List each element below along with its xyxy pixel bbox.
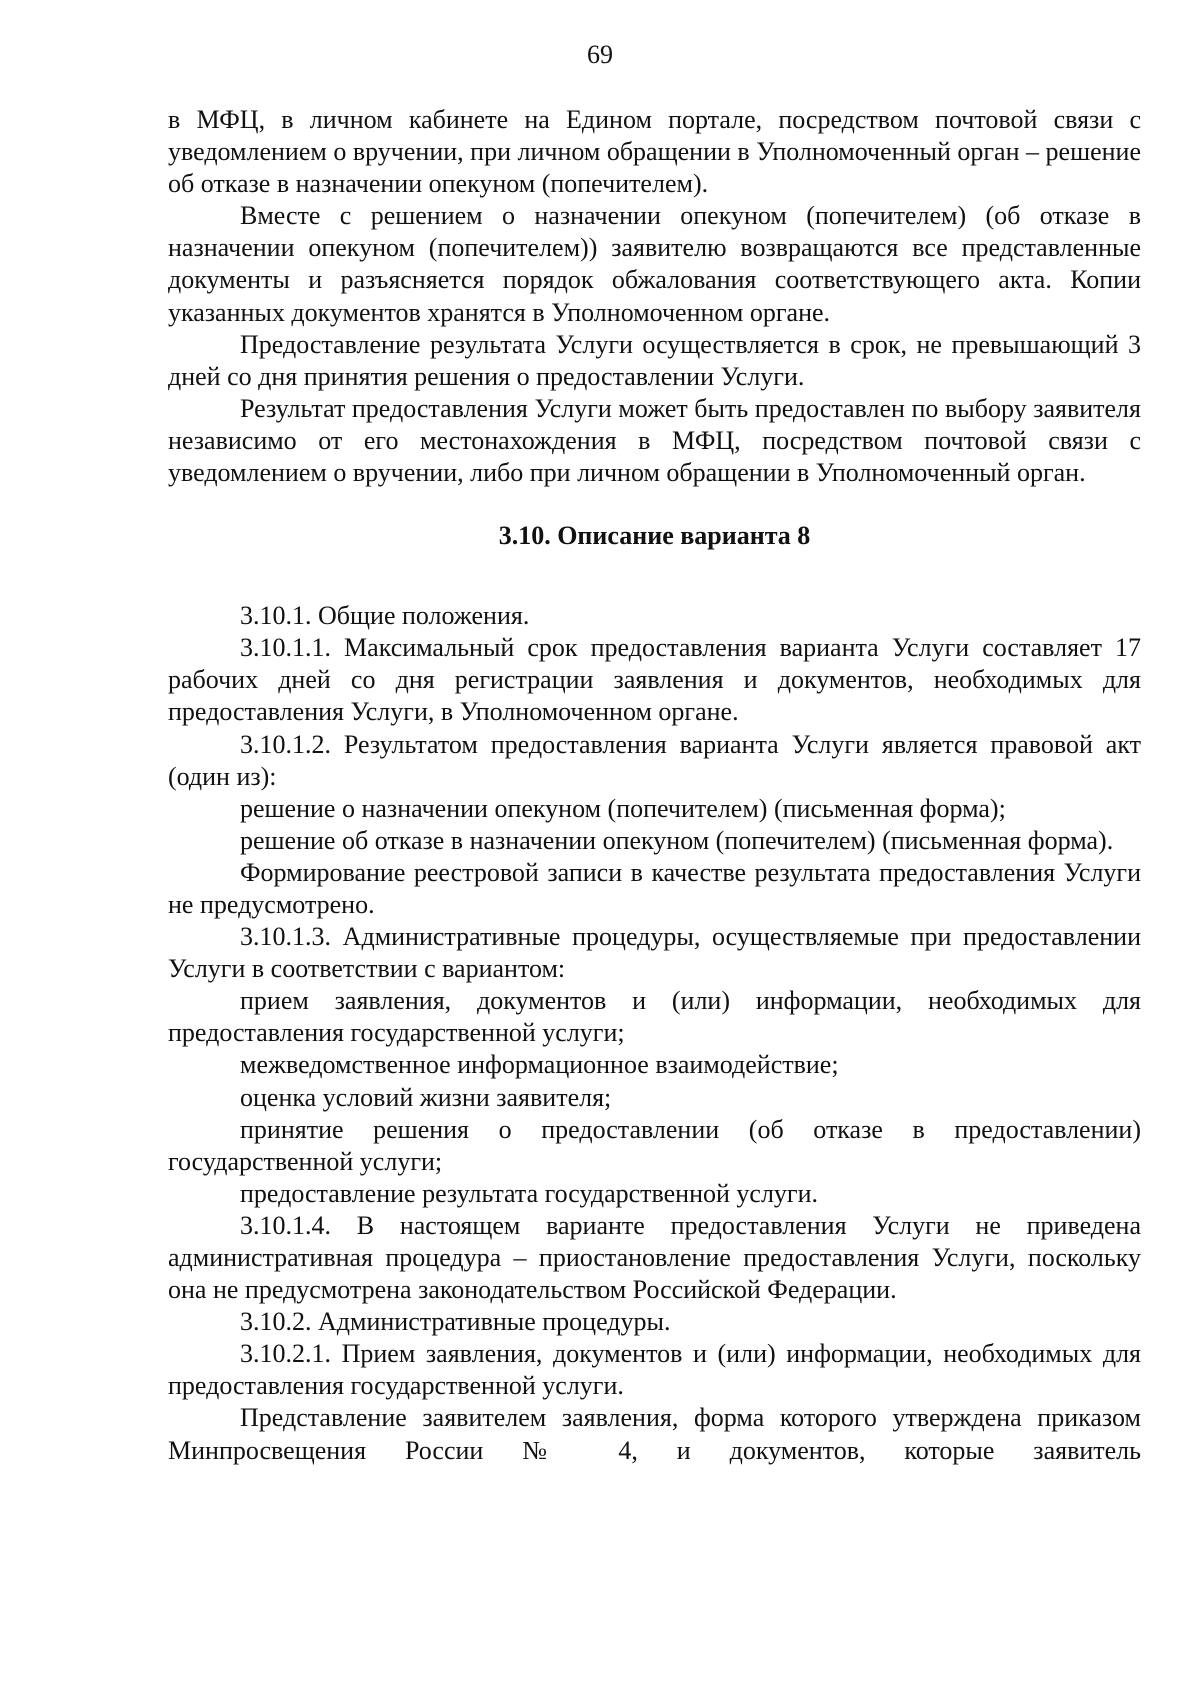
list-item: принятие решения о предоставлении (об отказе в предоставлении) государственной услуги; <box>168 1114 1141 1176</box>
document-body <box>168 104 1141 1467</box>
paragraph: Формирование реестровой записи в качестве результата предоставления Услуги не предусмотрено. <box>168 857 1141 919</box>
paragraph: 3.10.1.3. Административные процедуры, осуществляемые при предоставлении Услуги в соответствии с вариантом: <box>168 922 1141 984</box>
paragraph: 3.10.1.2. Результатом предоставления варианта Услуги является правовой акт (один из): <box>168 729 1141 791</box>
list-item: оценка условий жизни заявителя; <box>240 1082 612 1112</box>
list-item: решение о назначении опекуном (попечителем) (письменная форма); <box>240 793 1006 823</box>
section-heading: 3.10. Описание варианта 8 <box>498 521 811 551</box>
paragraph: Представление заявителем заявления, форма которого утверждена приказом Минпросвещения России № 4, и документов, которые заявитель <box>168 1403 1141 1465</box>
paragraph: 3.10.1.1. Максимальный срок предоставления варианта Услуги составляет 17 рабочих дней со дня регистрации заявления и документов, необходимых для предоставления Услуги, в Уполномоченном органе. <box>168 633 1141 727</box>
page-number: 69 <box>587 40 613 69</box>
paragraph: 3.10.2. Административные процедуры. <box>240 1307 671 1337</box>
list-item: предоставление результата государственной услуги. <box>240 1178 819 1208</box>
paragraph: в МФЦ, в личном кабинете на Едином портале, посредством почтовой связи с уведомлением о вручении, при личном обращении в Уполномоченный орган – решение об отказе в назначении опекуном (попечителем). <box>168 105 1141 199</box>
paragraph: 3.10.1. Общие положения. <box>240 601 530 631</box>
list-item: прием заявления, документов и (или) информации, необходимых для предоставления государственной услуги; <box>168 986 1141 1048</box>
list-item: межведомственное информационное взаимодействие; <box>240 1050 839 1080</box>
paragraph: 3.10.2.1. Прием заявления, документов и (или) информации, необходимых для предоставления государственной услуги. <box>168 1339 1141 1401</box>
list-item: решение об отказе в назначении опекуном (попечителем) (письменная форма). <box>240 825 1114 855</box>
paragraph: Вместе с решением о назначении опекуном (попечителем) (об отказе в назначении опекуном (попечителем)) заявителю возвращаются все представленные документы и разъясняется порядок обжалования соответствующего акта. Копии указанных документов хранятся в Уполномоченном органе. <box>168 201 1141 327</box>
paragraph: 3.10.1.4. В настоящем варианте предоставления Услуги не приведена административная процедура – приостановление предоставления Услуги, поскольку она не предусмотрена законодательством Российской Федерации. <box>168 1210 1141 1305</box>
paragraph: Предоставление результата Услуги осуществляется в срок, не превышающий 3 дней со дня принятия решения о предоставлении Услуги. <box>168 329 1141 391</box>
paragraph: Результат предоставления Услуги может быть предоставлен по выбору заявителя независимо от его местонахождения в МФЦ, посредством почтовой связи с уведомлением о вручении, либо при личном обращении в Уполномоченный орган. <box>168 393 1141 488</box>
